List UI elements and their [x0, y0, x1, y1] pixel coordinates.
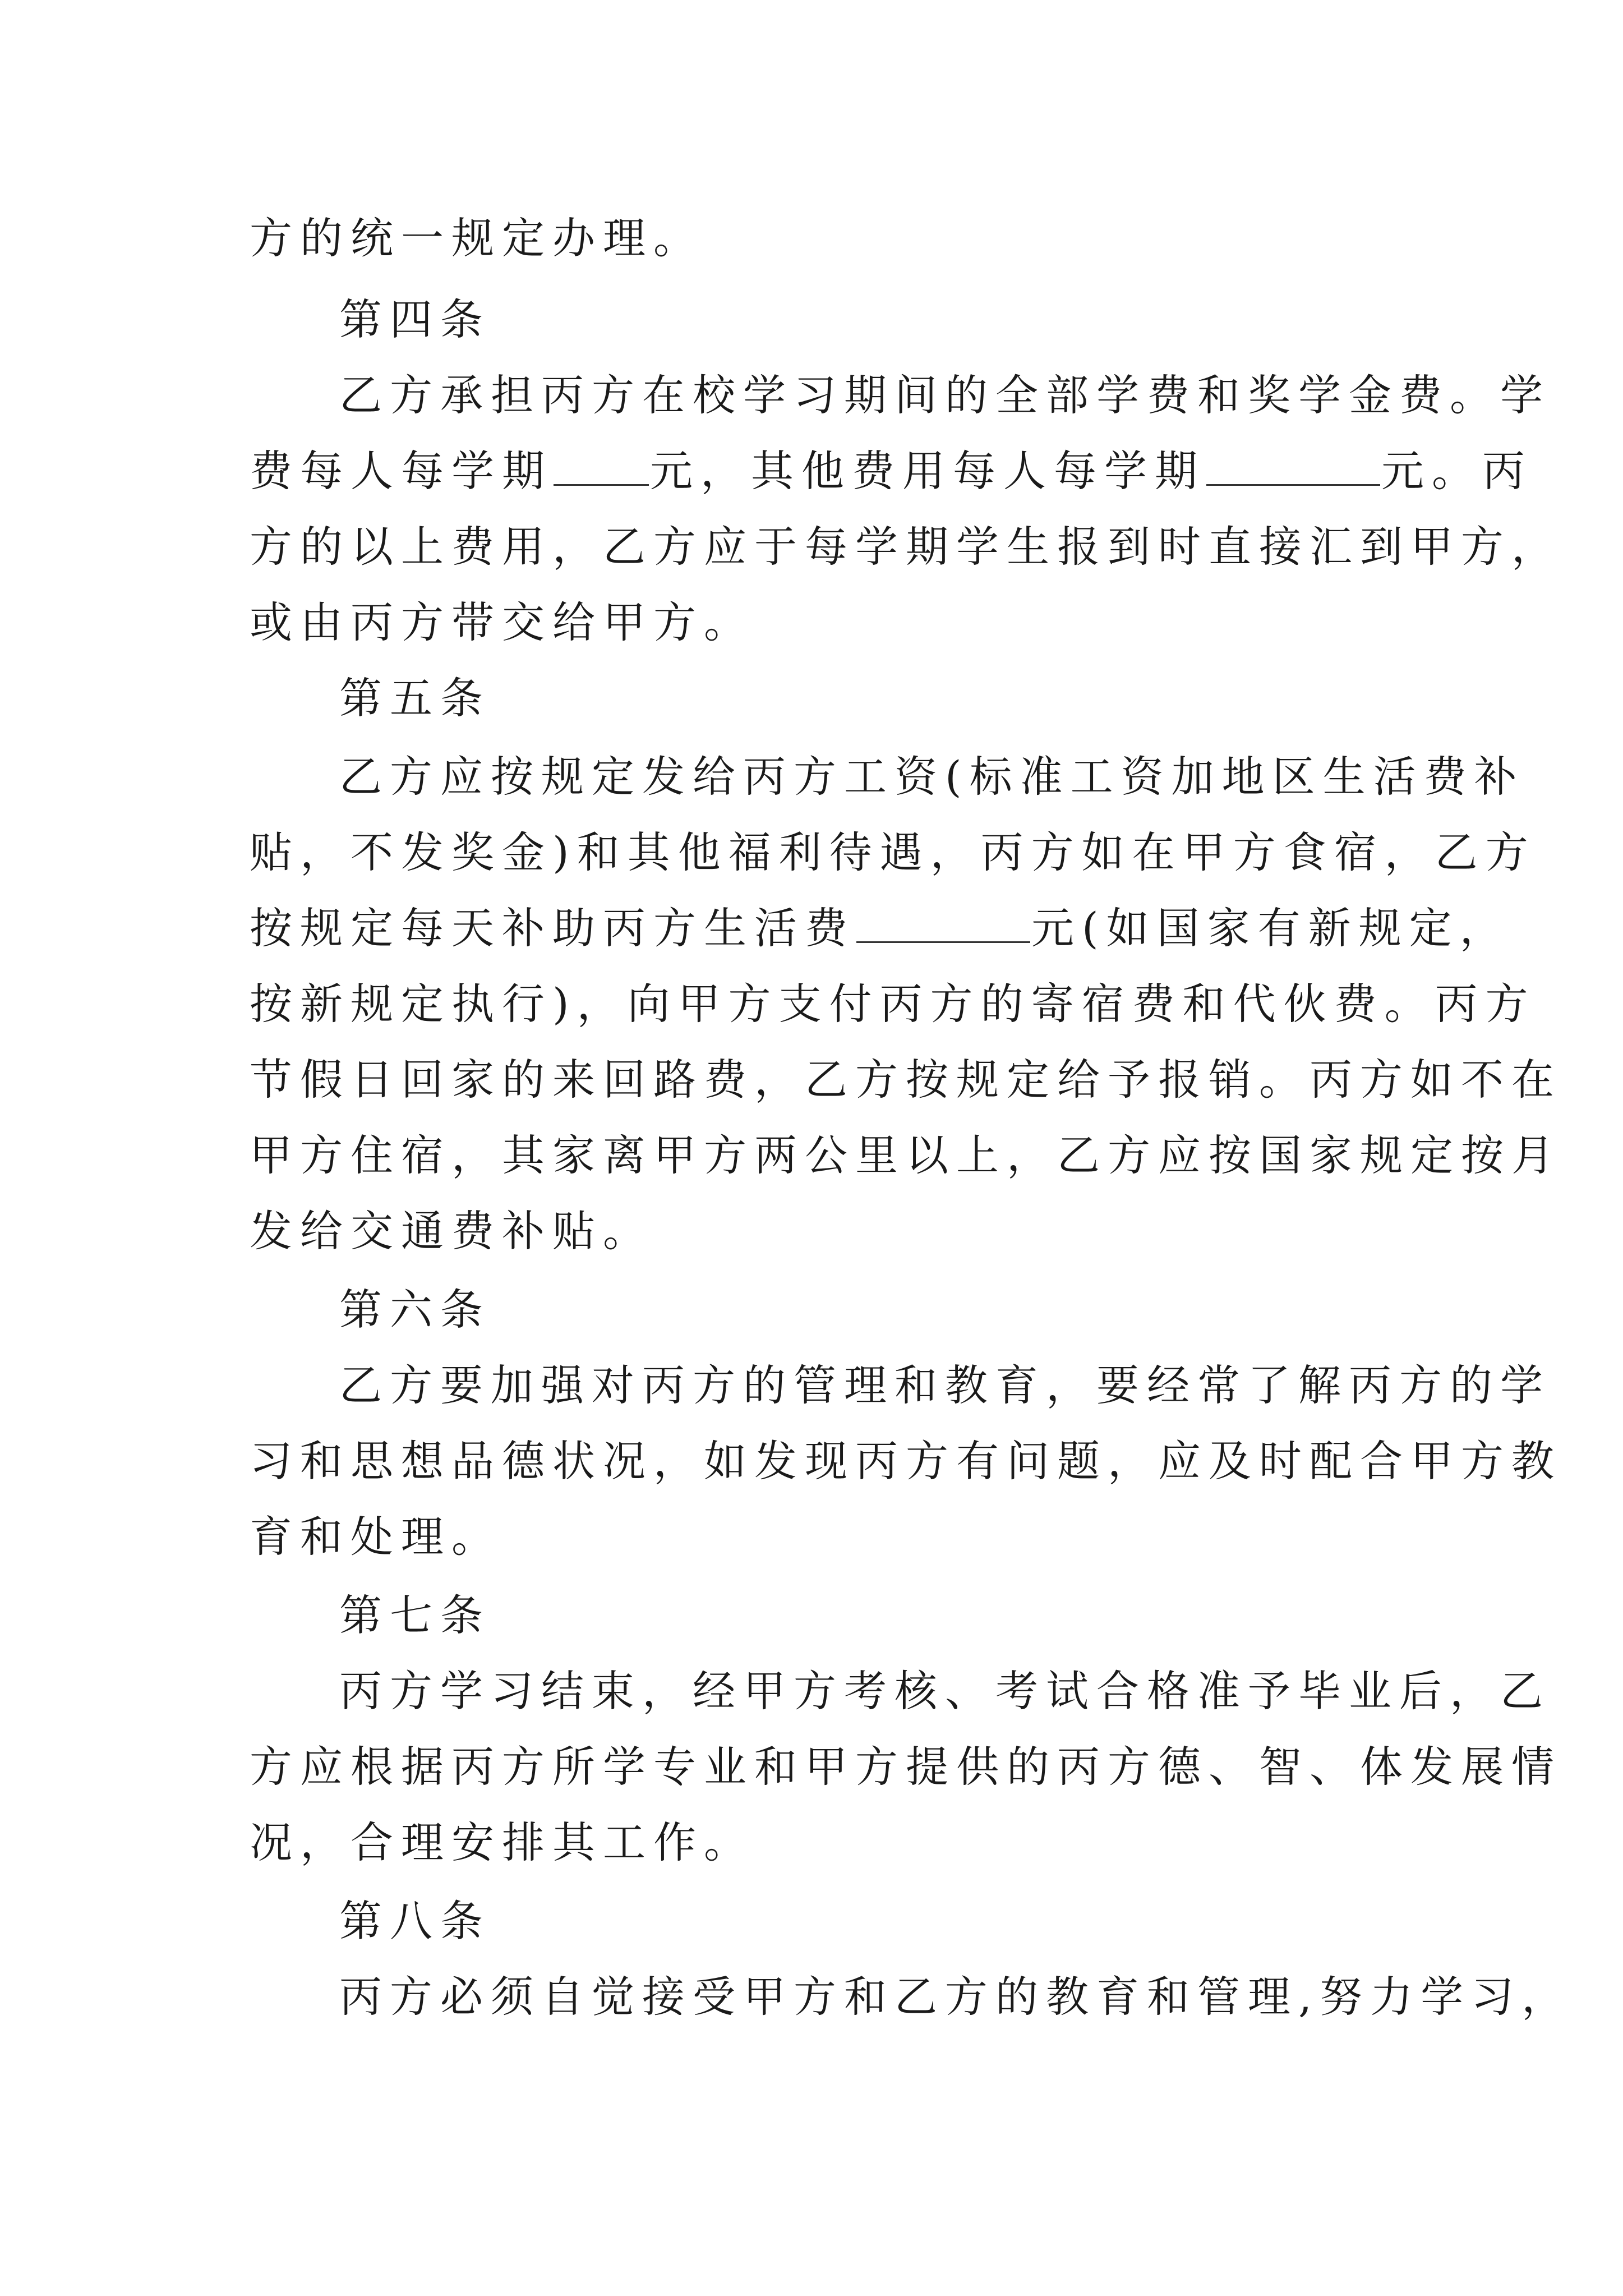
paragraph-line [250, 1128, 1562, 1184]
article-heading [339, 1893, 1467, 1949]
paragraph-line [250, 1509, 1377, 1565]
fill-in-blank [1206, 445, 1380, 486]
line-text: 方的以上费用，乙方应于每学期学生报到时直接汇到甲方， [250, 522, 1562, 572]
paragraph-line [250, 595, 1377, 651]
line-text: 丙方必须自觉接受甲方和乙方的教育和管理,努力学习， [339, 1972, 1573, 2022]
line-text: 乙方承担丙方在校学习期间的全部学费和奖学金费。学 [339, 370, 1551, 420]
paragraph-line [250, 1815, 1377, 1871]
article-heading [339, 1588, 1467, 1644]
heading-text: 第六条 [339, 1285, 491, 1335]
line-text: 费每人每学期 [250, 446, 552, 496]
line-text: 习和思想品德状况，如发现丙方有问题，应及时配合甲方教 [250, 1436, 1562, 1486]
line-text: 按新规定执行)，向甲方支付丙方的寄宿费和代伙费。丙方 [250, 979, 1536, 1029]
paragraph-line [250, 1739, 1562, 1795]
paragraph-line [250, 825, 1536, 881]
fill-in-blank [856, 902, 1030, 943]
line-text: 况，合理安排其工作。 [250, 1818, 754, 1867]
line-text: 方的统一规定办理。 [250, 213, 704, 263]
line-text: 乙方要加强对丙方的管理和教育，要经常了解丙方的学 [339, 1360, 1551, 1410]
paragraph-line [250, 443, 1533, 499]
line-text: 方应根据丙方所学专业和甲方提供的丙方德、智、体发展情 [250, 1742, 1562, 1792]
paragraph-line [250, 900, 1510, 956]
line-text: 甲方住宿，其家离甲方两公里以上，乙方应按国家规定按月 [250, 1130, 1562, 1180]
line-text: 节假日回家的来回路费，乙方按规定给予报销。丙方如不在 [250, 1055, 1562, 1105]
paragraph-line [339, 749, 1525, 805]
paragraph-line [250, 519, 1562, 575]
article-heading [339, 292, 1467, 348]
paragraph-line [250, 210, 1377, 266]
heading-text: 第五条 [339, 673, 491, 723]
paragraph-line [250, 1052, 1562, 1108]
paragraph-line [339, 367, 1551, 424]
article-heading [339, 1282, 1467, 1338]
paragraph-line [339, 1358, 1551, 1414]
paragraph-line [339, 1663, 1551, 1719]
heading-text: 第八条 [339, 1896, 491, 1946]
line-text: 发给交通费补贴。 [250, 1206, 653, 1256]
line-text: 育和处理。 [250, 1512, 502, 1562]
line-text: 元(如国家有新规定， [1031, 903, 1510, 953]
article-heading [339, 670, 1467, 726]
paragraph-line [250, 1203, 1377, 1259]
line-text: 贴，不发奖金)和其他福利待遇，丙方如在甲方食宿，乙方 [250, 827, 1536, 877]
line-text: 按规定每天补助丙方生活费 [250, 903, 855, 953]
line-text: 丙方学习结束，经甲方考核、考试合格准予毕业后，乙 [339, 1666, 1551, 1716]
paragraph-line [250, 1433, 1562, 1489]
heading-text: 第七条 [339, 1590, 491, 1640]
line-text: 乙方应按规定发给丙方工资(标准工资加地区生活费补 [339, 752, 1525, 802]
line-text: 元，其他费用每人每学期 [650, 446, 1205, 496]
paragraph-line [339, 1969, 1573, 2025]
line-text: 或由丙方带交给甲方。 [250, 597, 754, 647]
fill-in-blank [554, 445, 649, 486]
heading-text: 第四条 [339, 295, 491, 344]
paragraph-line [250, 976, 1536, 1032]
line-text: 元。丙 [1381, 446, 1533, 496]
